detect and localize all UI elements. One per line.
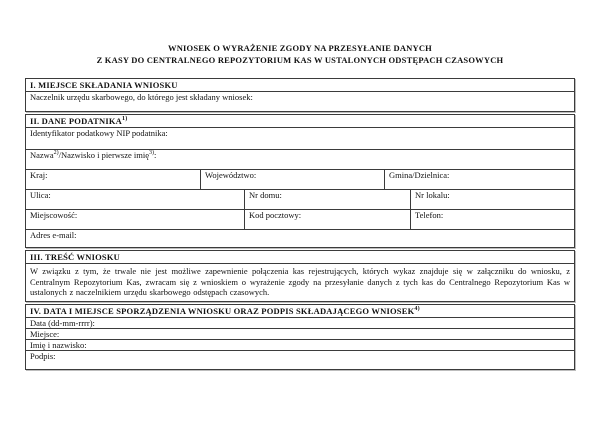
section-2-header-text: II. DANE PODATNIKA [30, 116, 122, 126]
field-adres-email [26, 229, 574, 247]
section-tresc-wniosku [25, 250, 575, 302]
nazwa-footnote-3: 3) [149, 149, 155, 156]
field-kraj [26, 170, 200, 189]
section-data-podpis [25, 304, 575, 370]
section-miejsce-skladania [25, 78, 575, 112]
wniosek-body-text: W związku z tym, że trwale nie jest możliwe zapewnienie połączenia kas rejestrujących, których wykaz znajduje się w załączniku do wniosku, z Centralnym Repozytorium Kas, zwracam się z wnioskiem o wyrażenie zgody na przesyłanie danych z tych kas do Centralnego Repozytorium Kas w ustalonych z naczelnikiem urzędu skarbowego odstępach czasowych. [26, 263, 574, 301]
field-wojewodztwo-label: Województwo: [205, 170, 257, 180]
field-nr-lokalu [410, 190, 574, 209]
nazwa-label-part2: /Nazwisko i pierwsze imię [58, 150, 150, 160]
field-kod-pocztowy-label: Kod pocztowy: [249, 210, 302, 220]
row-ulica-nrdomu-nrlokalu [26, 189, 574, 209]
field-wojewodztwo [200, 170, 384, 189]
section-4-header [26, 305, 574, 317]
field-telefon [410, 210, 574, 229]
field-gmina-label: Gmina/Dzielnica: [389, 170, 450, 180]
document-title [0, 42, 600, 66]
field-gmina-dzielnica [384, 170, 574, 189]
field-nr-domu-label: Nr domu: [249, 190, 282, 200]
field-podpis [26, 350, 574, 369]
field-podpis-label: Podpis: [30, 351, 56, 361]
field-kod-pocztowy [244, 210, 410, 229]
section-4-header-footnote: 4) [414, 305, 420, 312]
field-miejsce [26, 328, 574, 339]
section-2-header [26, 115, 574, 127]
field-miejsce-label: Miejsce: [30, 329, 60, 339]
section-4-header-text: IV. DATA I MIEJSCE SPORZĄDZENIA WNIOSKU ORAZ PODPIS SKŁADAJĄCEGO WNIOSEK [30, 306, 415, 316]
row-miejscowosc-kod-telefon [26, 209, 574, 229]
field-imie-nazwisko-label: Imię i nazwisko: [30, 340, 87, 350]
field-kraj-label: Kraj: [30, 170, 48, 180]
section-dane-podatnika [25, 114, 575, 248]
field-data-label: Data (dd-mm-rrrr): [30, 318, 95, 328]
field-nazwa-label [26, 150, 574, 161]
nazwa-label-part3: : [154, 150, 157, 160]
row-kraj-wojewodztwo-gmina [26, 169, 574, 189]
document-title-line2: Z KASY DO CENTRALNEGO REPOZYTORIUM KAS W USTALONYCH ODSTĘPACH CZASOWYCH [96, 55, 504, 65]
field-adres-email-label: Adres e-mail: [30, 230, 77, 240]
field-nazwa [26, 149, 574, 169]
section-2-header-footnote: 1) [122, 115, 128, 122]
application-form [25, 78, 575, 372]
field-nr-lokalu-label: Nr lokalu: [415, 190, 450, 200]
field-data [26, 317, 574, 328]
field-nr-domu [244, 190, 410, 209]
nazwa-label-part1: Nazwa [30, 150, 54, 160]
section-3-header: III. TREŚĆ WNIOSKU [30, 252, 120, 262]
field-imie-nazwisko [26, 339, 574, 350]
section-1-header: I. MIEJSCE SKŁADANIA WNIOSKU [30, 80, 178, 90]
document-title-line1: WNIOSEK O WYRAŻENIE ZGODY NA PRZESYŁANIE DANYCH [168, 43, 432, 53]
field-miejscowosc-label: Miejscowość: [30, 210, 78, 220]
nazwa-footnote-2: 2) [53, 149, 59, 156]
field-miejscowosc [26, 210, 244, 229]
field-naczelnik-label: Naczelnik urzędu skarbowego, do którego jest składany wniosek: [30, 92, 253, 102]
field-nip [26, 127, 574, 149]
field-naczelnik [26, 91, 574, 111]
field-ulica [26, 190, 244, 209]
field-nip-label: Identyfikator podatkowy NIP podatnika: [30, 128, 168, 138]
field-telefon-label: Telefon: [415, 210, 444, 220]
field-ulica-label: Ulica: [30, 190, 51, 200]
